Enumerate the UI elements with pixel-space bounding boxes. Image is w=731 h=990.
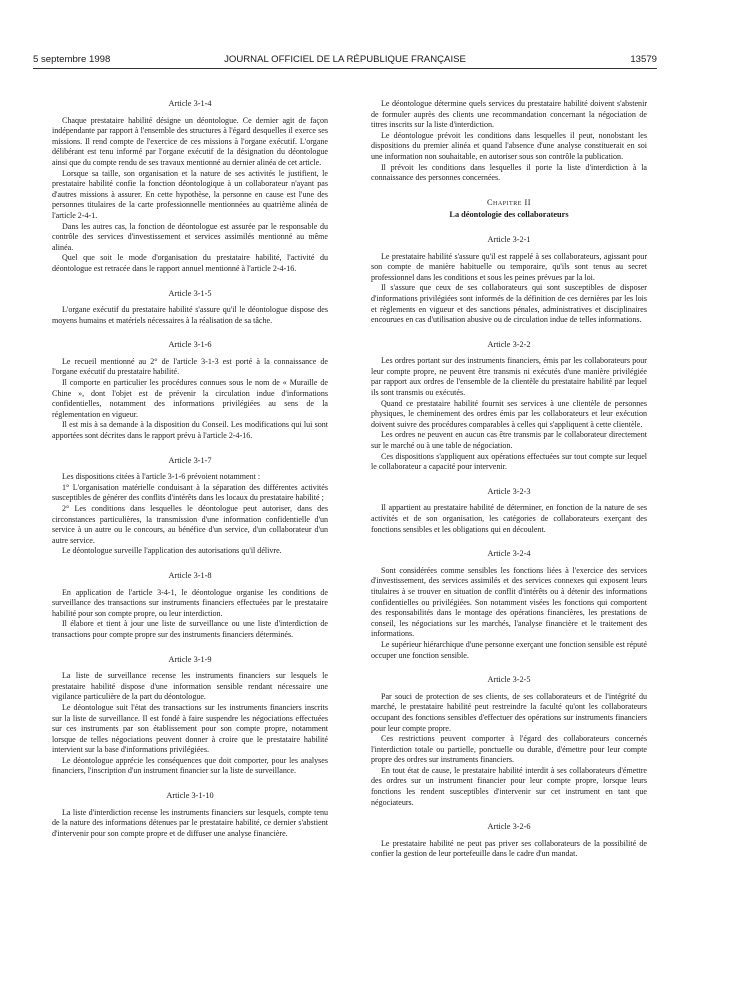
article-heading: Article 3-2-4: [487, 549, 531, 559]
article-heading: Article 3-1-10: [166, 791, 214, 801]
paragraph: Le prestataire habilité ne peut pas priver ses collaborateurs de la possibilité de confier la gestion de leur portefeuille dans le cadre d'un mandat.: [371, 838, 647, 859]
chapter-title: Chapitre II: [487, 197, 531, 207]
paragraph: Le déontologue apprécie les conséquences que doit comporter, pour les analyses financiers, l'inscription d'un instrument financier sur la liste de surveillance.: [52, 755, 328, 776]
chapter-subtitle: La déontologie des collaborateurs: [449, 210, 569, 220]
article-heading: Article 3-1-9: [168, 654, 212, 664]
article-section: [371, 99, 647, 184]
journal-title: JOURNAL OFFICIEL DE LA RÉPUBLIQUE FRANÇAISE: [224, 54, 466, 65]
paragraph: Sont considérées comme sensibles les fonctions liées à l'exercice des services d'investissement, des services assimilés et des services connexes qui exposent leurs titulaires à se trouver en situation de conflit d'intérêts ou à détenir des informations confidentielles ou privilégiées. Son notamment visées les fonctions qui comportent des responsabilités dans le montage des opérations financières, les prestations de conseil, les négociations sur les marchés, l'analyse financière et le traitement des informations.: [371, 565, 647, 639]
paragraph: Le déontologue prévoit les conditions dans lesquelles il peut, nonobstant les dispositions du premier alinéa et quand l'absence d'une analyse constituerait en soi une information non souhaitable, en autoriser sous son contrôle la publication.: [371, 130, 647, 161]
paragraph: Il comporte en particulier les procédures connues sous le nom de « Muraille de Chine », dont l'objet est de prévenir la circulation indue d'informations confidentielles, notamment des informations privilégiées au sens de la réglementation en vigueur.: [52, 378, 328, 419]
article-section: [371, 487, 647, 535]
paragraph: En tout état de cause, le prestataire habilité interdit à ses collaborateurs d'émettre des ordres sur un instrument financier pour leur compte propre, lorsque leurs fonctions les rendent susceptibles d'intervenir sur cet instrument en tant que négociateurs.: [371, 765, 647, 807]
article-section: [52, 456, 328, 557]
paragraph: Quand ce prestataire habilité fournit ses services à une clientèle de personnes physiques, le cheminement des ordres émis par les collaborateurs et leur exécution doivent suivre des procédures comparables à celles qui s'appliquent à cette clientèle.: [371, 398, 647, 429]
article-section: [371, 675, 647, 808]
paragraph: Le recueil mentionné au 2° de l'article 3-1-3 est porté à la connaissance de l'organe exécutif du prestataire habilité.: [52, 356, 328, 377]
paragraph: Les ordres ne peuvent en aucun cas être transmis par le collaborateur directement sur le marché ou à une table de négociation.: [371, 430, 647, 451]
paragraph: Lorsque sa taille, son organisation et la nature de ses activités le justifient, le prestataire habilité confie la fonction déontologique à un collaborateur n'ayant pas d'autres missions à assurer. En cette hypothèse, la personne en cause est l'une des personnes titulaires de la carte professionnelle mentionnées au quatrième alinéa de l'article 2-4-1.: [52, 168, 328, 220]
paragraph: Il appartient au prestataire habilité de déterminer, en fonction de la nature de ses activités et de son organisation, les catégories de collaborateurs exerçant des fonctions sensibles et les obligations qui en découlent.: [371, 503, 647, 534]
paragraph: Chaque prestataire habilité désigne un déontologue. Ce dernier agit de façon indépendante par rapport à l'ensemble des structures à l'égard desquelles il exerce ses missions. Il rend compte de l'exercice de ces missions à l'organe exécutif. L'organe délibérant est tenu informé par l'organe exécutif de la désignation du déontologue ainsi que du compte rendu de ses travaux mentionné au dernier alinéa de cet article.: [52, 115, 328, 167]
article-section: [371, 822, 647, 860]
article-heading: Article 3-1-8: [168, 570, 212, 580]
article-heading: Article 3-1-5: [168, 288, 212, 298]
paragraph: Quel que soit le mode d'organisation du prestataire habilité, l'activité du déontologue est retracée dans le rapport annuel mentionné à l'article 2-4-16.: [52, 253, 328, 273]
article-heading: Article 3-1-6: [168, 340, 212, 350]
article-section: [371, 340, 647, 473]
paragraph: La liste de surveillance recense les instruments financiers sur lesquels le prestataire habilité dispose d'une information sensible rendant nécessaire une vigilance particulière de la part du déontologue.: [52, 671, 328, 702]
paragraph: La liste d'interdiction recense les instruments financiers sur lesquels, compte tenu de la nature des informations détenues par le prestataire habilité, ce dernier s'abstient d'intervenir pour son compte propre et de diffuser une analyse financière.: [52, 807, 328, 838]
article-section: [52, 289, 328, 327]
article-heading: Article 3-2-5: [487, 675, 531, 685]
paragraph: Il est mis à sa demande à la disposition du Conseil. Les modifications qui lui sont apportées sont décrites dans le rapport prévu à l'article 2-4-16.: [52, 420, 328, 441]
paragraph: L'organe exécutif du prestataire habilité s'assure qu'il le déontologue dispose des moyens humains et matériels nécessaires à la réalisation de sa tâche.: [52, 305, 328, 325]
paragraph: 1° L'organisation matérielle conduisant à la séparation des différentes activités susceptibles de générer des conflits d'intérêts dans les locaux du prestataire habilité ;: [52, 482, 328, 503]
paragraph: En application de l'article 3-4-1, le déontologue organise les conditions de surveillance des transactions sur instruments financiers effectuées par le prestataire habilité pour son compte propre, ou leur interdiction.: [52, 587, 328, 618]
paragraph: Les ordres portant sur des instruments financiers, émis par les collaborateurs pour leur compte propre, ne peuvent être transmis ni exécutés d'une manière privilégiée par rapport aux ordres de l'ensemble de la clientèle du prestataire habilité par lequel ils sont transmis ou exécutés.: [371, 356, 647, 398]
paragraph: Dans les autres cas, la fonction de déontologue est assurée par le responsable du contrôle des services d'investissement et services assimilés mentionné au même alinéa.: [52, 221, 328, 252]
article-heading: Article 3-1-7: [168, 455, 212, 465]
paragraph: Le déontologue suit l'état des transactions sur les instruments financiers inscrits sur la liste de surveillance. Il est fondé à faire suspendre les négociations effectuées sur ces instruments par son établissement pour son compte propre, notamment lorsque de telles négociations peuvent donner à croire que le prestataire habilité intervient sur la base d'informations privilégiées.: [52, 702, 328, 755]
article-section: [52, 655, 328, 778]
article-heading: Article 3-2-2: [487, 339, 531, 349]
article-section: [52, 571, 328, 641]
header-rule: [33, 68, 657, 69]
article-section: [52, 791, 328, 839]
right-column: [371, 99, 647, 874]
article-section: [371, 549, 647, 661]
paragraph: 2° Les conditions dans lesquelles le déontologue peut autoriser, dans des circonstances particulières, la transmission d'une information confidentielle d'un service à un autre ou le concours, au bénéfice d'un service, d'un collaborateur d'un autre service.: [52, 504, 328, 545]
page-header: [33, 54, 657, 68]
paragraph: Le déontologue surveille l'application des autorisations qu'il délivre.: [62, 546, 282, 556]
paragraph: Les dispositions citées à l'article 3-1-6 prévoient notamment :: [62, 472, 261, 482]
article-section: [52, 340, 328, 441]
article-section: [371, 235, 647, 326]
paragraph: Il élabore et tient à jour une liste de surveillance ou une liste d'interdiction de transactions pour compte propre sur des instruments financiers déterminés.: [52, 619, 328, 639]
page-number: 13579: [630, 54, 657, 65]
paragraph: Il s'assure que ceux de ses collaborateurs qui sont susceptibles de disposer d'informations privilégiées sont informés de la définition de ces dernières par les lois et règlements en vigueur et des sanctions pénales, administratives et disciplinaires encourues en cas d'utilisation abusive ou de circulation indue de telles informations.: [371, 283, 647, 325]
article-heading: Article 3-1-4: [168, 99, 212, 108]
paragraph: Ces restrictions peuvent comporter à l'égard des collaborateurs concernés l'interdiction totale ou partielle, ponctuelle ou durable, d'émettre pour leur compte propre des ordres sur instruments financiers.: [371, 734, 647, 765]
paragraph: Le supérieur hiérarchique d'une personne exerçant une fonction sensible est réputé occuper une fonction sensible.: [371, 639, 647, 660]
header-date: 5 septembre 1998: [33, 54, 111, 65]
article-heading: Article 3-2-1: [487, 234, 531, 244]
article-section: [371, 198, 647, 221]
article-heading: Article 3-2-3: [487, 486, 531, 496]
article-section: [52, 99, 328, 275]
paragraph: Il prévoit les conditions dans lesquelles il porte la liste d'interdiction à la connaissance des personnes concernées.: [371, 162, 647, 183]
paragraph: Par souci de protection de ses clients, de ses collaborateurs et de l'intégrité du marché, le prestataire habilité peut restreindre la faculté qu'ont les collaborateurs occupant des fonctions sensibles d'effectuer des opérations sur instruments financiers pour leur compte propre.: [371, 691, 647, 733]
paragraph: Le déontologue détermine quels services du prestataire habilité doivent s'abstenir de formuler auprès des clients une recommandation concernant la négociation de titres inscrits sur la liste d'interdiction.: [371, 99, 647, 130]
paragraph: Le prestataire habilité s'assure qu'il est rappelé à ses collaborateurs, agissant pour son compte de manière habituelle ou temporaire, qu'ils sont tenus au secret professionnel dans les conditions et sous les peines prévues par la loi.: [371, 251, 647, 282]
left-column: [52, 99, 328, 853]
paragraph: Ces dispositions s'appliquent aux opérations effectuées sur tout compte sur lequel le collaborateur a capacité pour intervenir.: [371, 451, 647, 472]
article-heading: Article 3-2-6: [487, 822, 531, 832]
